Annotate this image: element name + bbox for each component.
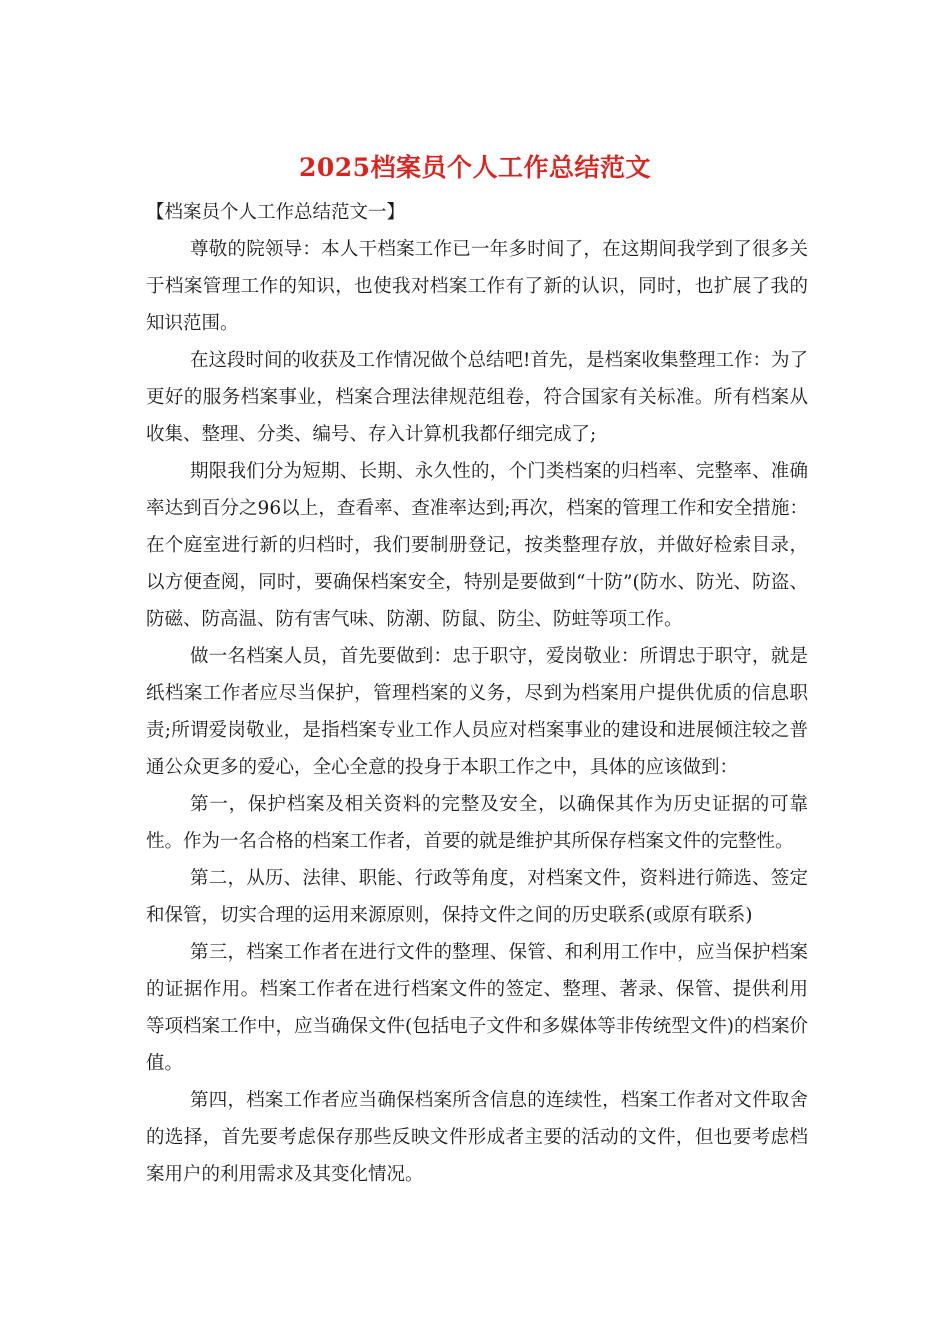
- paragraph-collection-work: 在这段时间的收获及工作情况做个总结吧!首先，是档案收集整理工作：为了更好的服务档案事业，档案合理法律规范组卷，符合国家有关标准。所有档案从收集、整理、分类、编号、存入计算机我都仔细完成了;: [146, 350, 808, 445]
- paragraph-duty: 做一名档案人员，首先要做到：忠于职守，爱岗敬业：所谓忠于职守，就是纸档案工作者应尽当保护，管理档案的义务，尽到为档案用户提供优质的信息职责;所谓爱岗敬业，是指档案专业工作人员应对档案事业的建设和进展倾注较之普通公众更多的爱心，全心全意的投身于本职工作之中，具体的应该做到：: [146, 646, 808, 778]
- paragraph-second: 第二，从历、法律、职能、行政等角度，对档案文件，资料进行筛选、签定和保管，切实合理的运用来源原则，保持文件之间的历史联系(或原有联系): [146, 868, 808, 926]
- document-title: 2025档案员个人工作总结范文: [298, 153, 652, 182]
- section-heading: 【档案员个人工作总结范文一】: [146, 202, 406, 223]
- document-body: [146, 194, 808, 1193]
- paragraph-greeting: 尊敬的院领导：本人干档案工作已一年多时间了，在这期间我学到了很多关于档案管理工作的知识，也使我对档案工作有了新的认识，同时，也扩展了我的知识范围。: [146, 239, 808, 334]
- paragraph-third: 第三，档案工作者在进行文件的整理、保管、和利用工作中，应当保护档案的证据作用。档案工作者在进行档案文件的签定、整理、著录、保管、提供利用等项档案工作中，应当确保文件(包括电子文件和多媒体等非传统型文件)的档案价值。: [146, 942, 808, 1074]
- paragraph-retention-safety: 期限我们分为短期、长期、永久性的，个门类档案的归档率、完整率、准确率达到百分之96以上，查看率、查准率达到;再次，档案的管理工作和安全措施：在个庭室进行新的归档时，我们要制册登记，按类整理存放，并做好检索目录，以方便查阅，同时，要确保档案安全，特别是要做到“十防”(防水、防光、防盗、防磁、防高温、防有害气味、防潮、防鼠、防尘、防蛀等项工作。: [146, 461, 808, 630]
- paragraph-first: 第一，保护档案及相关资料的完整及安全，以确保其作为历史证据的可靠性。作为一名合格的档案工作者，首要的就是维护其所保存档案文件的完整性。: [146, 794, 808, 852]
- paragraph-fourth: 第四，档案工作者应当确保档案所含信息的连续性，档案工作者对文件取舍的选择，首先要考虑保存那些反映文件形成者主要的活动的文件，但也要考虑档案用户的利用需求及其变化情况。: [146, 1090, 808, 1185]
